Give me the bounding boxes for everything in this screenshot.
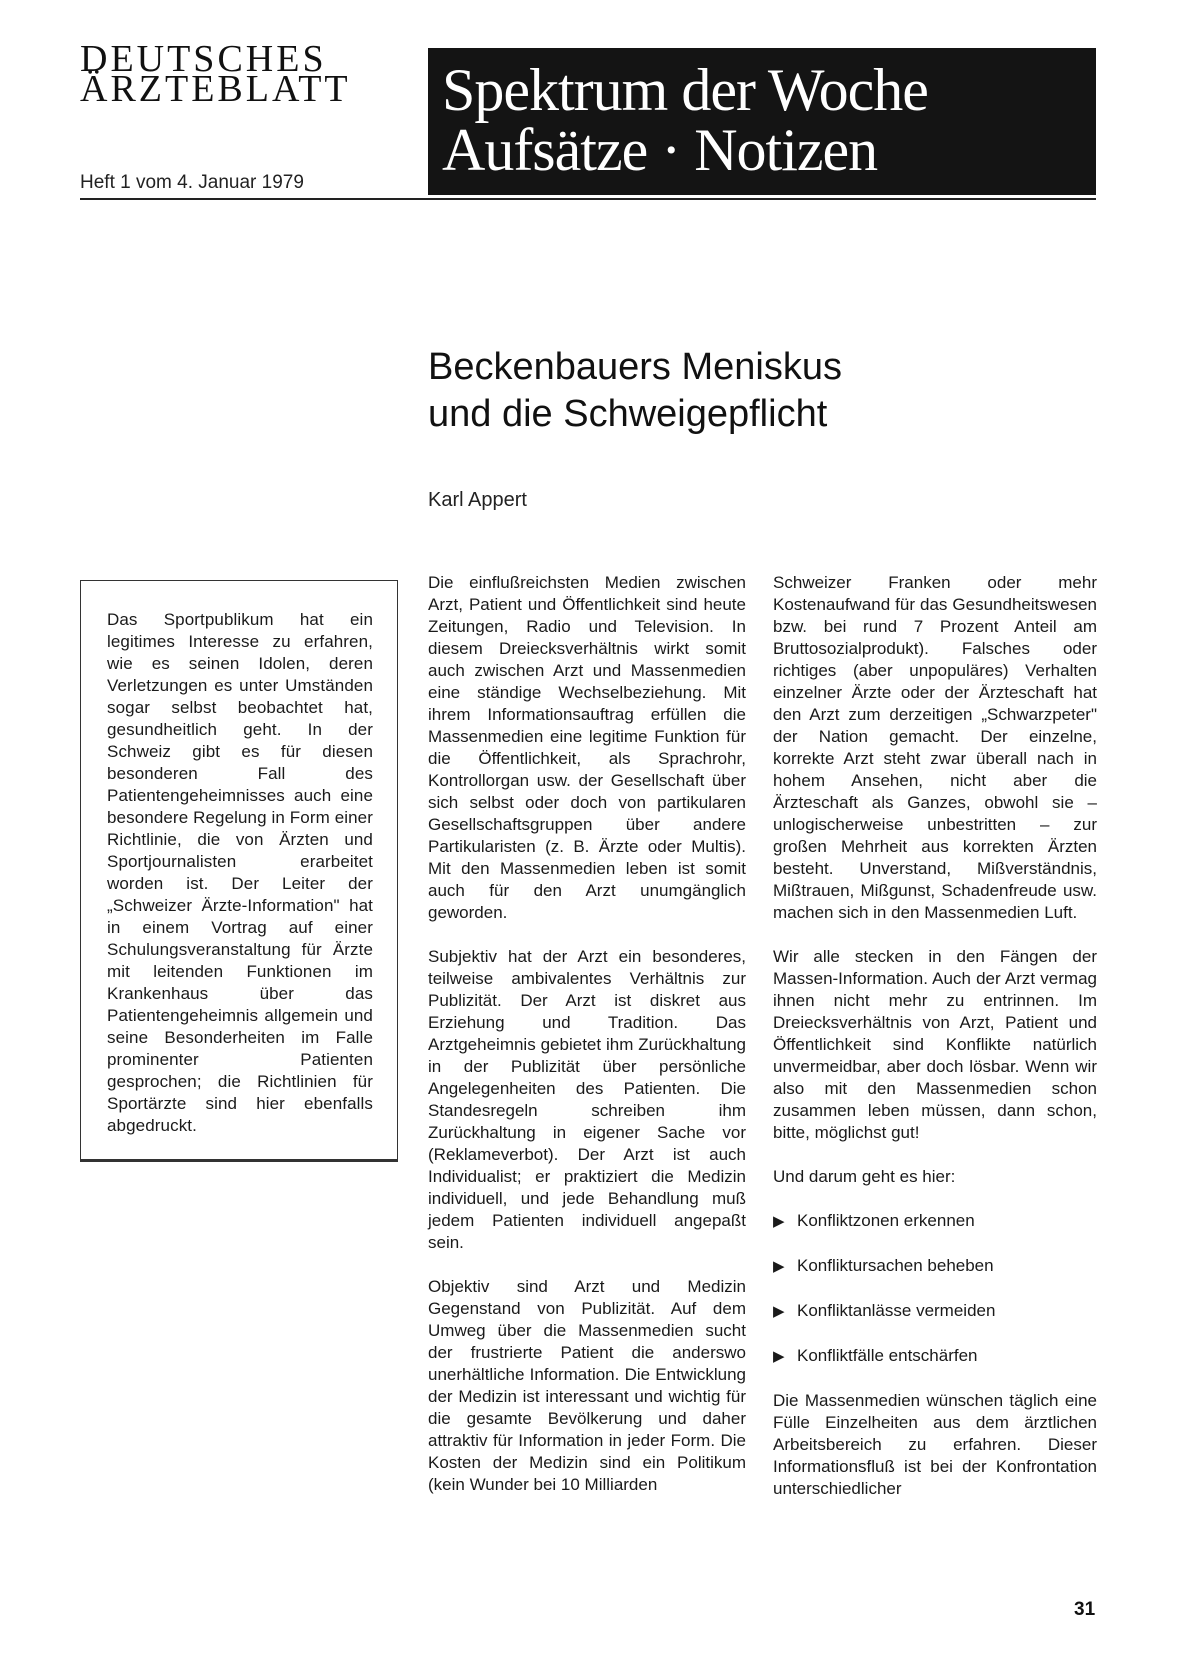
- page-number: 31: [1074, 1599, 1096, 1620]
- banner-line-1: Spektrum der Woche: [442, 57, 928, 123]
- paragraph: Objektiv sind Arzt und Medizin Gegenstand von Publizität. Auf dem Umweg über die Massenmedien sucht der frustrierte Patient die anderswo unerhältliche Information. Die Entwicklung der Medizin ist interessant und wichtig für die gesamte Bevölkerung und daher attraktiv für Information in jeder Form. Die Kosten der Medizin sind ein Politikum (kein Wunder bei 10 Milliarden: [428, 1277, 746, 1494]
- list-item-text: Konfliktzonen erkennen: [797, 1211, 975, 1230]
- article-title: [428, 344, 1068, 438]
- paragraph: Schweizer Franken oder mehr Kostenaufwand für das Gesundheitswesen bzw. bei rund 7 Prozent Anteil am Bruttosozialprodukt). Falsches oder richtiges (aber unpopuläres) Verhalten einzelner Ärzte oder der Ärzteschaft hat den Arzt zum derzeitigen „Schwarzpeter" der Nation gemacht. Der einzelne, korrekte Arzt steht zwar überall nach in hohem Ansehen, nicht aber die Ärzteschaft als Ganzes, obwohl sie – unlogischerweise unbestritten – zur großen Mehrheit aus korrekten Ärzten besteht. Unverstand, Mißverständnis, Mißtrauen, Mißgunst, Schadenfreude usw. machen sich in den Massenmedien Luft.: [773, 573, 1097, 922]
- triangle-bullet-icon: ▶: [773, 1348, 785, 1365]
- abstract-box: [80, 580, 398, 1162]
- list-item-text: Konfliktursachen beheben: [797, 1256, 994, 1275]
- text-column-1: [428, 572, 746, 1518]
- paragraph: Subjektiv hat der Arzt ein besonderes, teilweise ambivalentes Verhältnis zur Publizität. Der Arzt ist diskret aus Erziehung und Tradition. Das Arztgeheimnis gebietet ihm Zurückhaltung in der Publizität über persönliche Angelegenheiten des Patienten. Die Standesregeln schreiben ihm Zurückhaltung in eigener Sache vor (Reklameverbot). Der Arzt ist auch Individualist; er praktiziert die Medizin individuell, und jede Behandlung muß jedem Patienten individuell angepaßt sein.: [428, 947, 746, 1252]
- paragraph: Die Massenmedien wünschen täglich eine Fülle Einzelheiten aus dem ärztlichen Arbeitsbereich zu erfahren. Dieser Informationsfluß ist bei der Konfrontation unterschiedlicher: [773, 1391, 1097, 1498]
- triangle-bullet-icon: ▶: [773, 1303, 785, 1320]
- abstract-text: Das Sportpublikum hat ein legitimes Interesse zu erfahren, wie es seinen Idolen, deren Verletzungen es unter Umständen sogar selbst beobachtet hat, gesundheitlich geht. In der Schweiz gibt es für diesen besonderen Fall des Patientengeheimnisses auch eine besondere Regelung in Form einer Richtlinie, die von Ärzten und Sportjournalisten erarbeitet worden ist. Der Leiter der „Schweizer Ärzte-Information" hat in einem Vortrag auf einer Schulungsveranstaltung für Ärzte mit leitenden Funktionen im Krankenhaus über das Patientengeheimnis allgemein und seine Besonderheiten im Falle prominenter Patienten gesprochen; die Richtlinien für Sportärzte sind hier ebenfalls abgedruckt.: [107, 610, 373, 1135]
- masthead-line-2: ÄRZTEBLATT: [80, 68, 351, 110]
- paragraph: Wir alle stecken in den Fängen der Massen-Information. Auch der Arzt vermag ihnen nicht mehr zu entrinnen. Im Dreiecksverhältnis von Arzt, Patient und Öffentlichkeit sind Konflikte natürlich unvermeidbar, aber doch lösbar. Wenn wir also mit den Massenmedien schon zusammen leben müssen, dann schon, bitte, möglichst gut!: [773, 947, 1097, 1142]
- paragraph: Und darum geht es hier:: [773, 1167, 956, 1186]
- header-rule: [80, 198, 1096, 200]
- masthead-line-1: DEUTSCHES: [80, 38, 327, 80]
- list-item: [773, 1345, 1097, 1368]
- paragraph: Die einflußreichsten Medien zwischen Arzt, Patient und Öffentlichkeit sind heute Zeitungen, Radio und Television. In diesem Dreiecksverhältnis wirkt somit auch zwischen Arzt und Massenmedien eine ständige Wechselbeziehung. Mit ihrem Informationsauftrag erfüllen die Massenmedien eine legitime Funktion für die Öffentlichkeit, als Sprachrohr, Kontrollorgan usw. der Gesellschaft über sich selbst oder doch von partikularen Gesellschaftsgruppen über andere Partikularisten (z. B. Ärzte oder Multis). Mit den Massenmedien leben ist somit auch für den Arzt unumgänglich geworden.: [428, 573, 746, 922]
- banner-line-2: Aufsätze · Notizen: [442, 117, 878, 183]
- text-column-2: [773, 572, 1097, 1522]
- journal-masthead: [80, 38, 351, 110]
- list-item: [773, 1210, 1097, 1233]
- list-item-text: Konfliktanlässe vermeiden: [797, 1301, 996, 1320]
- triangle-bullet-icon: ▶: [773, 1213, 785, 1230]
- article-author: Karl Appert: [428, 489, 527, 511]
- title-line-1: Beckenbauers Meniskus: [428, 346, 842, 388]
- list-item: [773, 1300, 1097, 1323]
- title-line-2: und die Schweigepflicht: [428, 393, 828, 435]
- list-item: [773, 1255, 1097, 1278]
- list-item-text: Konfliktfälle entschärfen: [797, 1346, 978, 1365]
- triangle-bullet-icon: ▶: [773, 1258, 785, 1275]
- issue-info: Heft 1 vom 4. Januar 1979: [80, 172, 304, 193]
- section-banner: [428, 48, 1096, 195]
